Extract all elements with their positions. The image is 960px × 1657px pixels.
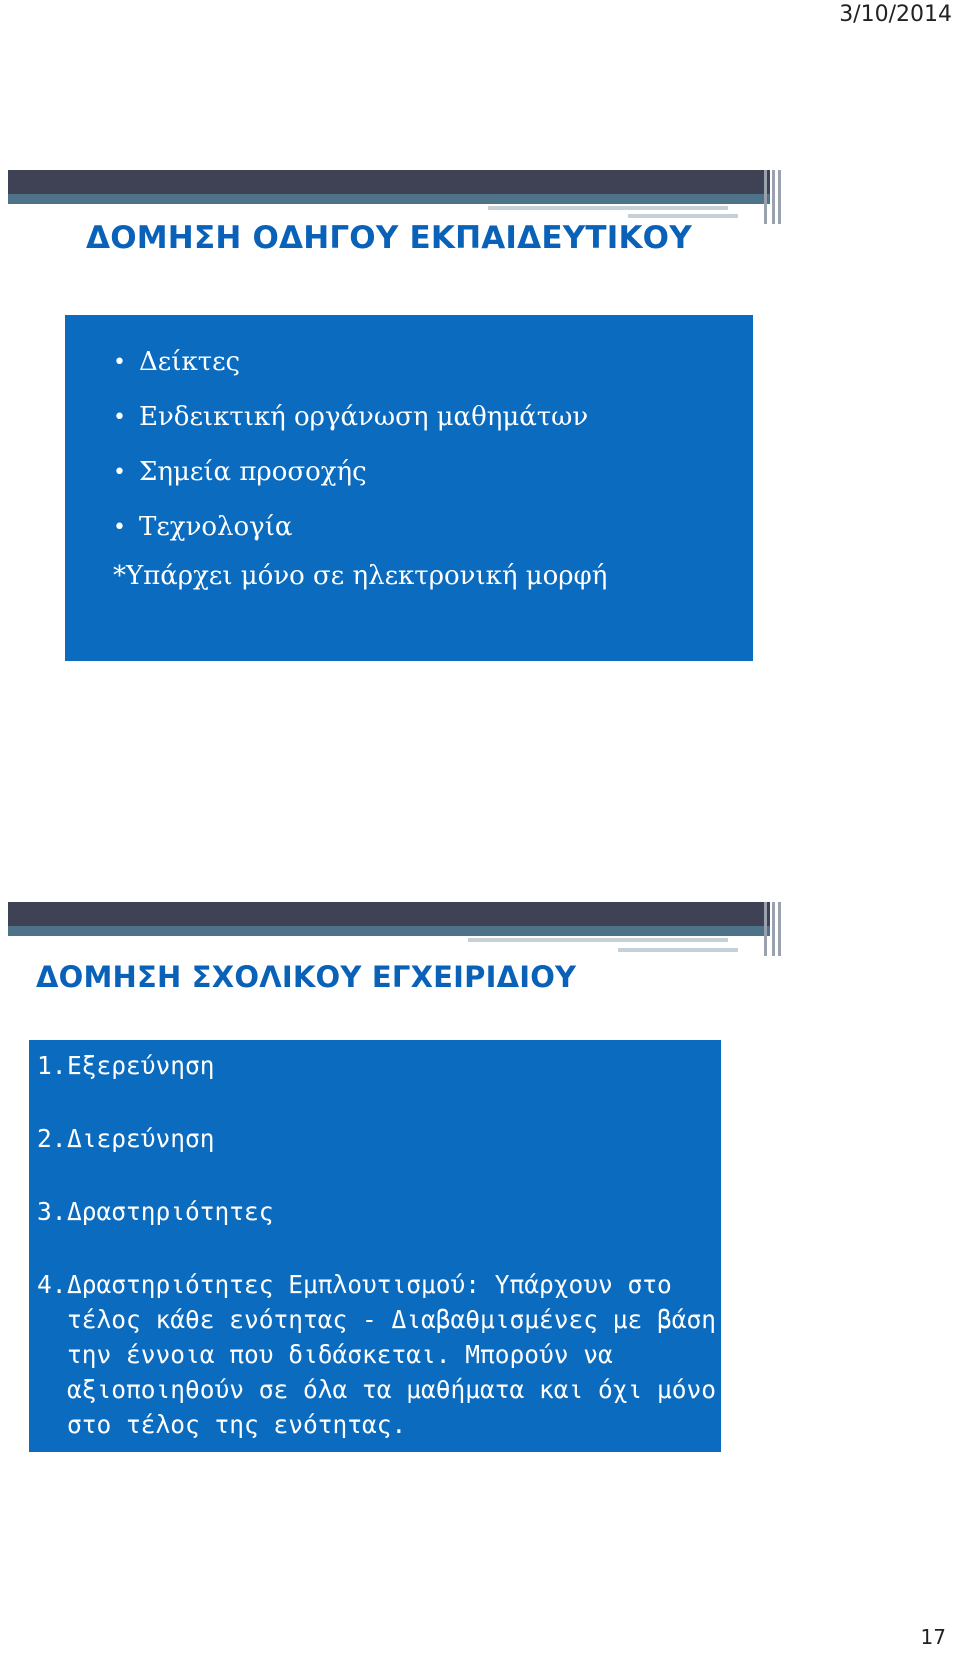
slide-header-edge	[778, 170, 781, 224]
slide-header-edge	[764, 170, 767, 224]
list-item	[37, 1121, 721, 1156]
slide-header-stripe	[468, 938, 728, 942]
slide-header-stripe	[628, 214, 738, 218]
list-text: Διερεύνηση	[67, 1124, 215, 1153]
slide-header-accent-bar	[8, 194, 770, 204]
list-item: • Σημεία προσοχής	[113, 445, 753, 500]
list-item	[37, 1048, 721, 1083]
slide-header-edge	[764, 902, 767, 956]
list-number: 3.	[37, 1197, 67, 1226]
content-panel	[65, 315, 753, 661]
page-date: 3/10/2014	[839, 2, 952, 27]
content-panel	[29, 1040, 721, 1452]
slide-header-edge	[772, 902, 775, 956]
slide-header-bar	[8, 170, 770, 194]
slide-header-bar	[8, 902, 770, 926]
list-number: 4.	[37, 1270, 67, 1299]
list-number: 2.	[37, 1124, 67, 1153]
list-item	[37, 1194, 721, 1229]
list-item: • Δείκτες	[113, 335, 753, 390]
list-text: Δραστηριότητες Εμπλουτισμού: Υπάρχουν στο τέλος κάθε ενότητας - Διαβαθμισμένες με βάση την έννοια που διδάσκεται. Μπορούν να αξιοποιηθούν σε όλα τα μαθήματα και όχι μόνο στο τέλος της ενότητας.	[67, 1270, 717, 1439]
slide-header-stripe	[618, 948, 738, 952]
bullet-list	[113, 335, 753, 555]
footnote: *Υπάρχει μόνο σε ηλεκτρονική μορφή	[113, 561, 608, 591]
slide-title: ΔΟΜΗΣΗ ΣΧΟΛΙΚΟΥ ΕΓΧΕΙΡΙΔΙΟΥ	[36, 960, 577, 994]
slide-header-accent-bar	[8, 926, 770, 936]
list-number: 1.	[37, 1051, 67, 1080]
list-text: Εξερεύνηση	[67, 1051, 215, 1080]
slide-header-edge	[772, 170, 775, 224]
numbered-list	[37, 1048, 721, 1442]
slide-header-edge	[778, 902, 781, 956]
list-item	[37, 1267, 721, 1442]
slide-school-textbook	[8, 902, 786, 1462]
list-text: Δραστηριότητες	[67, 1197, 274, 1226]
list-item: • Ενδεικτική οργάνωση μαθημάτων	[113, 390, 753, 445]
page-number: 17	[920, 1625, 946, 1649]
slide-header-stripe	[488, 206, 728, 210]
slide-teacher-guide	[8, 170, 786, 730]
slide-title: ΔΟΜΗΣΗ ΟΔΗΓΟΥ ΕΚΠΑΙΔΕΥΤΙΚΟΥ	[86, 220, 692, 256]
list-item: • Τεχνολογία	[113, 500, 753, 555]
